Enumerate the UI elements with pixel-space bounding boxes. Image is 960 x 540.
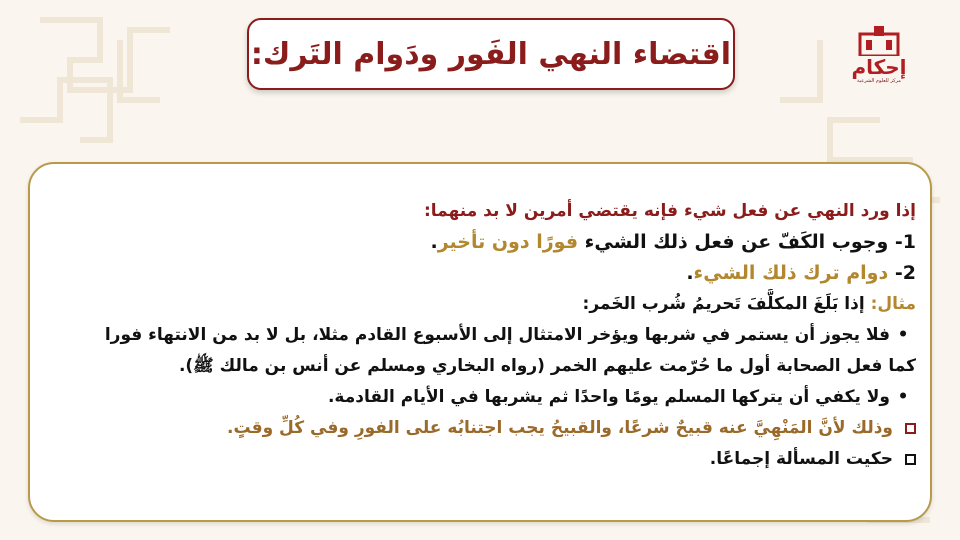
logo-icon — [852, 24, 906, 56]
item-2-number: 2- — [888, 262, 916, 284]
logo — [848, 24, 910, 90]
item-1-highlight: فورًا دون تأخير — [437, 231, 579, 253]
example-text: إذا بَلَغَ المكلَّفَ تَحريمُ شُرب الخَمر: — [582, 294, 871, 314]
item-1 — [46, 227, 916, 258]
bullet-1-line-1 — [46, 320, 916, 351]
logo-word: إحكام — [851, 55, 907, 79]
checkbox-icon — [905, 423, 916, 434]
item-2-highlight: دوام ترك ذلك الشيء — [693, 262, 889, 284]
item-1-end: . — [430, 231, 438, 253]
intro-line — [46, 196, 916, 227]
bullet-1-text-2: كما فعل الصحابة أول ما حُرّمت عليهم الخمر (رواه البخاري ومسلم عن أنس بن مالك ﷺ). — [178, 356, 916, 376]
example-label: مثال: — [870, 294, 916, 314]
item-2 — [46, 258, 916, 289]
bullet-1-line-2 — [46, 351, 916, 382]
bullet-dot-icon: • — [897, 387, 909, 407]
point-2 — [46, 444, 916, 475]
item-2-end: . — [686, 262, 694, 284]
content-body — [46, 196, 916, 475]
item-1-text: 1- وجوب الكَفّ عن فعل ذلك الشيء — [578, 231, 916, 253]
intro-text: إذا ورد النهي عن فعل شيء فإنه يقتضي أمرين لا بد منهما: — [423, 201, 916, 221]
point-1 — [46, 413, 916, 444]
checkbox-icon — [905, 454, 916, 465]
example-line — [46, 289, 916, 320]
bullet-1-text-1: فلا يجوز أن يستمر في شربها ويؤخر الامتثال إلى الأسبوع القادم مثلا، بل لا بد من الانتهاء فورا — [104, 325, 890, 345]
slide-title: اقتضاء النهي الفَور ودَوام التَرك: — [250, 36, 732, 72]
logo-subtitle: مركز للعلوم الشرعية — [857, 78, 901, 84]
bullet-2 — [46, 382, 916, 413]
bullet-dot-icon: • — [897, 325, 909, 345]
point-1-text: وذلك لأنَّ المَنْهِيَّ عنه قبيحٌ شرعًا، والقبيحُ يجب اجتنابُه على الفورِ وفي كُلِّ وقتٍ. — [226, 418, 893, 438]
bullet-2-text: ولا يكفي أن يتركها المسلم يومًا واحدًا ثم يشربها في الأيام القادمة. — [327, 387, 890, 407]
title-card — [247, 18, 735, 90]
point-2-text: حكيت المسألة إجماعًا. — [709, 449, 893, 469]
